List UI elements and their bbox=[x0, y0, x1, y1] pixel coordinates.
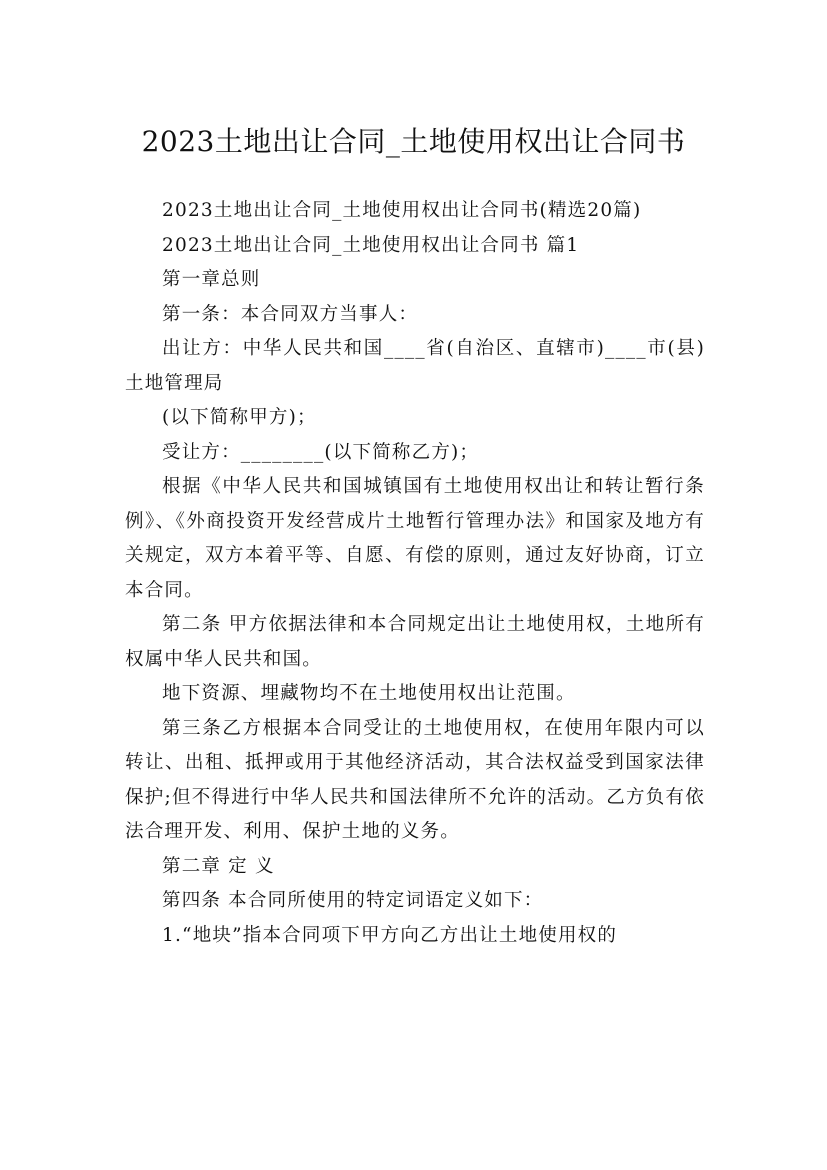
document-title: 2023土地出让合同_土地使用权出让合同书 bbox=[141, 124, 686, 158]
paragraph-article-four: 第四条 本合同所使用的特定词语定义如下： bbox=[162, 890, 544, 911]
paragraph-chapter-two: 第二章 定 义 bbox=[162, 855, 275, 877]
paragraph-legal-basis: 根据《中华人民共和国城镇国有土地使用权出让和转让暂行条例》、《外商投资开发经营成片土地暂行管理办法》和国家及地方有关规定，双方本着平等、自愿、有偿的原则，通过友好协商，订立本合同。 bbox=[125, 476, 705, 601]
paragraph-underground-resources: 地下资源、埋藏物均不在土地使用权出让范围。 bbox=[162, 683, 576, 704]
paragraph-section-heading: 2023土地出让合同_土地使用权出让合同书 篇1 bbox=[162, 234, 580, 256]
paragraph-definition-one: 1.“地块”指本合同项下甲方向乙方出让土地使用权的 bbox=[162, 924, 618, 946]
paragraph-subtitle: 2023土地出让合同_土地使用权出让合同书(精选20篇) bbox=[162, 200, 642, 221]
paragraph-article-three: 第三条乙方根据本合同受让的土地使用权，在使用年限内可以转让、出租、抵押或用于其他经济活动，其合法权益受到国家法律保护;但不得进行中华人民共和国法律所不允许的活动。乙方负有依法合理开发、利用、保护土地的义务。 bbox=[125, 717, 705, 842]
paragraph-party-a-note: (以下简称甲方)； bbox=[162, 407, 317, 428]
paragraph-article-one: 第一条：本合同双方当事人： bbox=[162, 303, 419, 325]
paragraph-article-two: 第二条 甲方依据法律和本合同规定出让土地使用权，土地所有权属中华人民共和国。 bbox=[125, 614, 705, 670]
paragraph-chapter-one: 第一章总则 bbox=[162, 269, 261, 290]
paragraph-transferee: 受让方：________(以下简称乙方)； bbox=[162, 441, 480, 463]
paragraph-transferor: 出让方：中华人民共和国____省(自治区、直辖市)____市(县)土地管理局 bbox=[125, 338, 705, 394]
document-body bbox=[125, 194, 705, 953]
